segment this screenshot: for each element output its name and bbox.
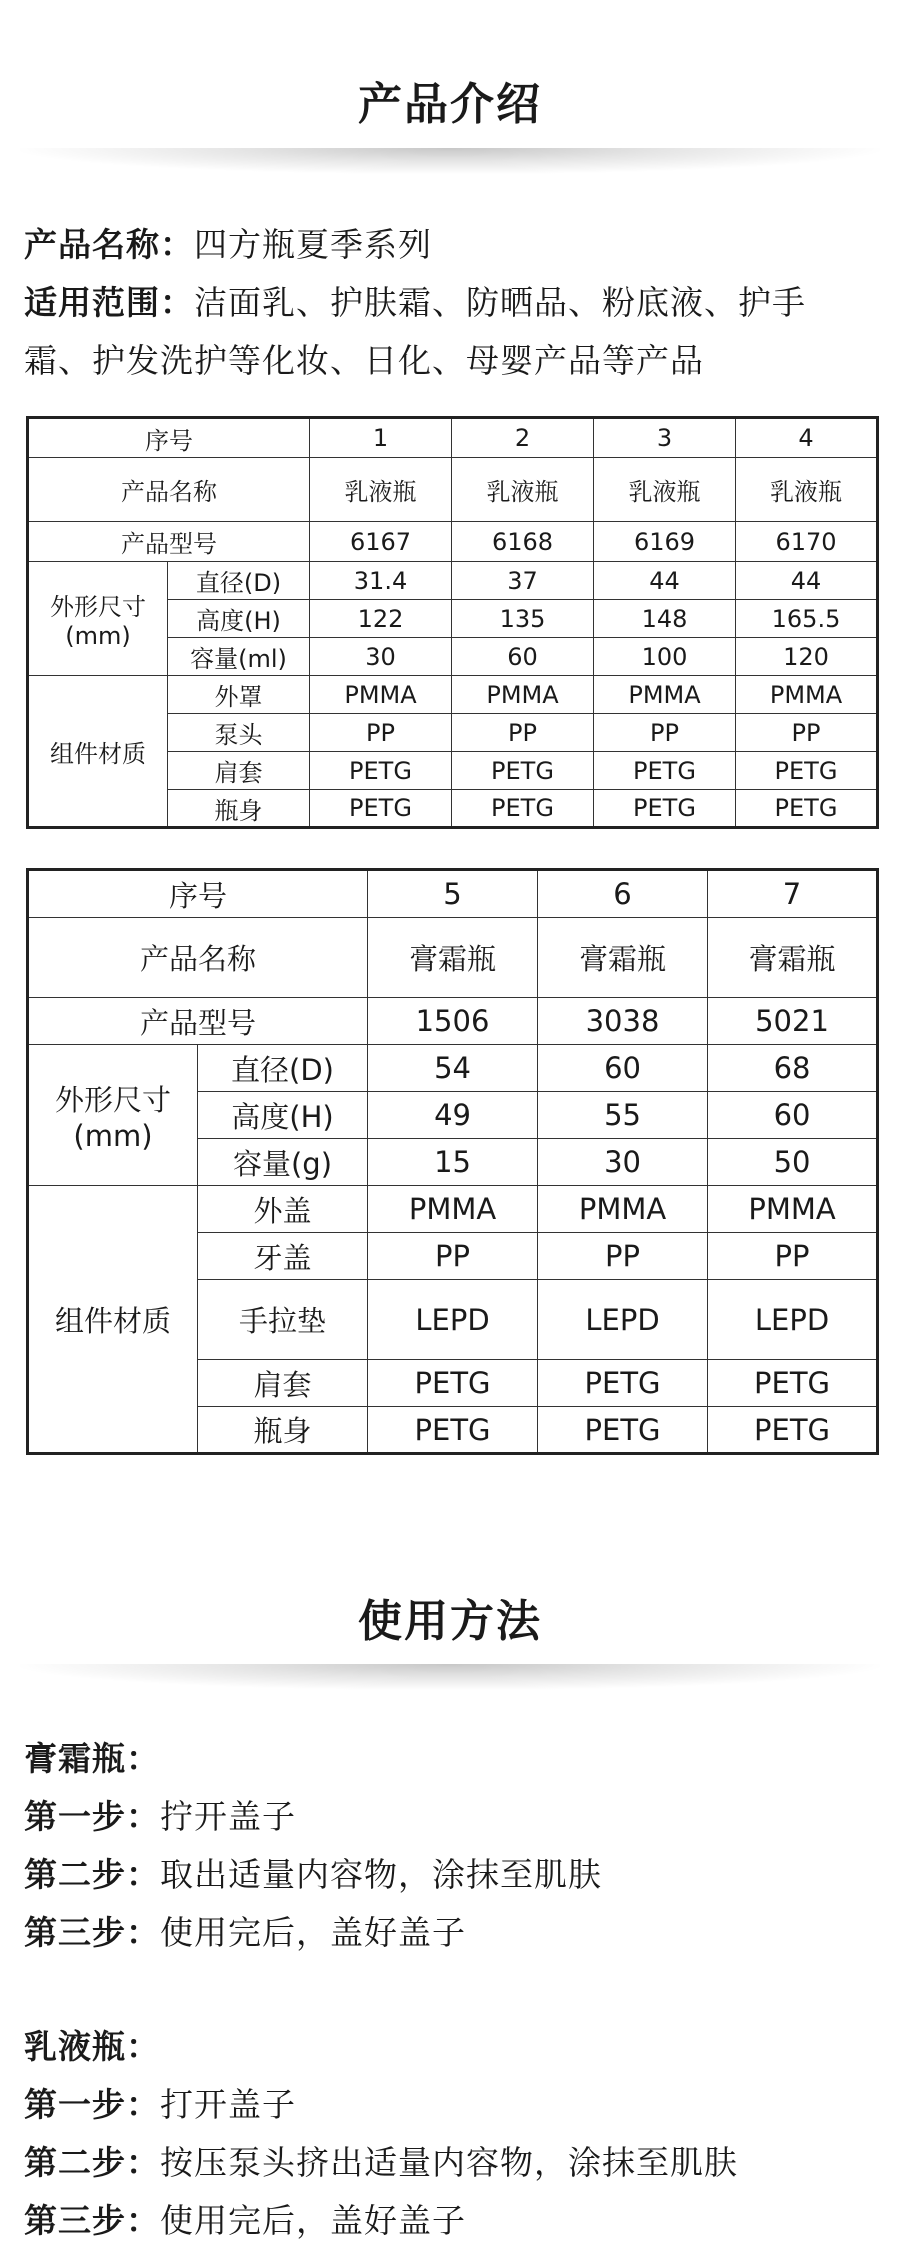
table-cell: 产品型号 [28, 522, 310, 562]
table-cell: 165.5 [736, 600, 878, 638]
table-cell: 54 [368, 1045, 538, 1092]
scope-value-line2: 霜、护发洗护等化妆、日化、母婴产品等产品 [24, 341, 704, 380]
table-cell: LEPD [708, 1280, 878, 1360]
table-cell: 1506 [368, 998, 538, 1045]
table-cell: 产品名称 [28, 918, 368, 998]
table-cell: 膏霜瓶 [368, 918, 538, 998]
step-line [24, 1788, 602, 1846]
table-cell: PMMA [538, 1186, 708, 1233]
table-row [28, 458, 878, 522]
step-text: 按压泵头挤出适量内容物，涂抹至肌肤 [160, 2143, 738, 2182]
table-cell: PETG [708, 1360, 878, 1407]
scope-line [24, 274, 806, 332]
table-cell: 直径(D) [198, 1045, 368, 1092]
table-cell: 膏霜瓶 [538, 918, 708, 998]
table-cell: 4 [736, 418, 878, 458]
scope-value-line1: 洁面乳、护肤霜、防晒品、粉底液、护手 [194, 283, 806, 322]
table-row [28, 1186, 878, 1233]
table-cell: 120 [736, 638, 878, 676]
usage-title: 使用方法 [358, 1596, 542, 1647]
table-cell: 3038 [538, 998, 708, 1045]
table-cell: PP [452, 714, 594, 752]
table-row [28, 918, 878, 998]
dimension-group-cell [28, 1045, 198, 1186]
spec-table-lotion [26, 416, 879, 829]
table-cell: 7 [708, 870, 878, 918]
table-cell: PP [310, 714, 452, 752]
table-cell: 60 [708, 1092, 878, 1139]
table-cell: 外盖 [198, 1186, 368, 1233]
table-cell: PETG [452, 752, 594, 790]
table-cell: 5 [368, 870, 538, 918]
product-name-line [24, 216, 432, 274]
cream-instructions [24, 1730, 602, 1962]
table-cell: 60 [452, 638, 594, 676]
product-name-label: 产品名称： [24, 225, 194, 264]
step-line [24, 2134, 738, 2192]
table-cell: PMMA [310, 676, 452, 714]
table-cell: 瓶身 [198, 1407, 368, 1454]
scope-label: 适用范围： [24, 283, 194, 322]
spec-table-cream [26, 868, 879, 1455]
table-cell: 15 [368, 1139, 538, 1186]
intro-title: 产品介绍 [358, 79, 542, 130]
step-label: 第三步： [24, 1913, 160, 1952]
table-row [28, 676, 878, 714]
dimension-group-label: 外形尺寸 [50, 593, 146, 621]
table-row [28, 870, 878, 918]
material-group-cell: 组件材质 [28, 1186, 198, 1454]
table-cell: 手拉垫 [198, 1280, 368, 1360]
step-text: 打开盖子 [160, 2085, 296, 2124]
table-cell: PETG [310, 790, 452, 828]
table-cell: PP [368, 1233, 538, 1280]
title-divider [20, 1664, 880, 1690]
table-cell: 30 [538, 1139, 708, 1186]
table-cell: 3 [594, 418, 736, 458]
table-cell: 5021 [708, 998, 878, 1045]
dimension-group-label: 外形尺寸 [54, 1082, 171, 1117]
table-cell: PP [736, 714, 878, 752]
table-cell: 68 [708, 1045, 878, 1092]
table-cell: PETG [594, 790, 736, 828]
table-cell: 6168 [452, 522, 594, 562]
scope-line-2 [24, 332, 704, 390]
table-cell: 序号 [28, 418, 310, 458]
step-label: 第一步： [24, 2085, 160, 2124]
table-cell: 产品名称 [28, 458, 310, 522]
table-cell: PETG [368, 1360, 538, 1407]
table-cell: PETG [736, 752, 878, 790]
table-cell: 乳液瓶 [736, 458, 878, 522]
table-cell: 乳液瓶 [310, 458, 452, 522]
step-label: 第一步： [24, 1797, 160, 1836]
step-line [24, 1846, 602, 1904]
table-cell: PETG [708, 1407, 878, 1454]
step-text: 使用完后，盖好盖子 [160, 1913, 466, 1952]
table-cell: LEPD [368, 1280, 538, 1360]
table-cell: PMMA [736, 676, 878, 714]
table-cell: 148 [594, 600, 736, 638]
table-cell: 乳液瓶 [594, 458, 736, 522]
material-group-cell: 组件材质 [28, 676, 168, 828]
table-cell: PP [708, 1233, 878, 1280]
table-cell: 6 [538, 870, 708, 918]
table-cell: PETG [310, 752, 452, 790]
table-cell: 序号 [28, 870, 368, 918]
table-cell: PMMA [594, 676, 736, 714]
step-label: 第三步： [24, 2201, 160, 2240]
table-cell: 1 [310, 418, 452, 458]
table-cell: 6170 [736, 522, 878, 562]
table-cell: 容量(ml) [168, 638, 310, 676]
table-cell: 高度(H) [168, 600, 310, 638]
step-text: 取出适量内容物，涂抹至肌肤 [160, 1855, 602, 1894]
table-cell: 100 [594, 638, 736, 676]
table-cell: PMMA [368, 1186, 538, 1233]
table-cell: 37 [452, 562, 594, 600]
table-cell: 瓶身 [168, 790, 310, 828]
table-row [28, 998, 878, 1045]
table-cell: PETG [452, 790, 594, 828]
table-cell: 49 [368, 1092, 538, 1139]
table-cell: PETG [538, 1407, 708, 1454]
dimension-group-cell [28, 562, 168, 676]
table-row [28, 522, 878, 562]
step-text: 使用完后，盖好盖子 [160, 2201, 466, 2240]
lotion-instructions [24, 2018, 738, 2250]
cream-heading: 膏霜瓶： [24, 1739, 160, 1778]
table-cell: PP [538, 1233, 708, 1280]
table-cell: 60 [538, 1045, 708, 1092]
table-row [28, 1045, 878, 1092]
table-cell: PETG [594, 752, 736, 790]
table-cell: 外罩 [168, 676, 310, 714]
dimension-group-unit: (mm) [73, 1118, 153, 1153]
step-line [24, 2076, 738, 2134]
step-label: 第二步： [24, 1855, 160, 1894]
table-cell: PMMA [708, 1186, 878, 1233]
table-cell: 肩套 [168, 752, 310, 790]
table-cell: LEPD [538, 1280, 708, 1360]
table-cell: 容量(g) [198, 1139, 368, 1186]
step-line [24, 2192, 738, 2250]
table-cell: 55 [538, 1092, 708, 1139]
table-cell: PETG [538, 1360, 708, 1407]
table-cell: 44 [594, 562, 736, 600]
dimension-group-unit: (mm) [65, 622, 131, 650]
table-cell: 高度(H) [198, 1092, 368, 1139]
table-cell: 31.4 [310, 562, 452, 600]
table-cell: 乳液瓶 [452, 458, 594, 522]
table-cell: 135 [452, 600, 594, 638]
table-cell: 泵头 [168, 714, 310, 752]
table-row [28, 562, 878, 600]
table-cell: 2 [452, 418, 594, 458]
table-cell: PETG [368, 1407, 538, 1454]
table-cell: 30 [310, 638, 452, 676]
table-cell: 122 [310, 600, 452, 638]
table-cell: 牙盖 [198, 1233, 368, 1280]
table-cell: 产品型号 [28, 998, 368, 1045]
table-cell: PP [594, 714, 736, 752]
table-cell: PETG [736, 790, 878, 828]
step-text: 拧开盖子 [160, 1797, 296, 1836]
table-cell: 50 [708, 1139, 878, 1186]
step-line [24, 1904, 602, 1962]
product-name-value: 四方瓶夏季系列 [194, 225, 432, 264]
table-cell: 6169 [594, 522, 736, 562]
lotion-heading: 乳液瓶： [24, 2027, 160, 2066]
title-divider [20, 148, 880, 174]
table-cell: 肩套 [198, 1360, 368, 1407]
table-cell: 44 [736, 562, 878, 600]
step-label: 第二步： [24, 2143, 160, 2182]
table-cell: 膏霜瓶 [708, 918, 878, 998]
table-cell: 6167 [310, 522, 452, 562]
table-cell: PMMA [452, 676, 594, 714]
table-row [28, 418, 878, 458]
table-cell: 直径(D) [168, 562, 310, 600]
